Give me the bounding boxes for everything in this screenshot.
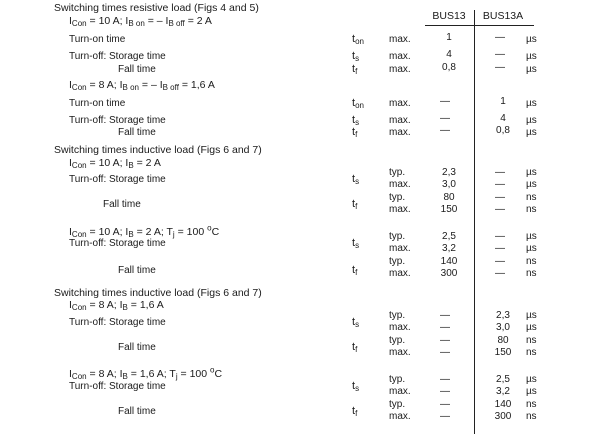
param-label: Fall time: [103, 199, 141, 210]
section-heading: Switching times resistive load (Figs 4 and 5): [54, 2, 259, 14]
section-heading: Switching times inductive load (Figs 6 and 7): [54, 144, 262, 156]
qualifier: max.: [389, 64, 411, 75]
column-divider: [474, 10, 475, 434]
conditions-text: $I_{Con} = 10$ A; $I_B = 2$ A; $T_j = 100$ $^o$C: [69, 223, 220, 239]
qualifier: max.: [389, 411, 411, 422]
qualifier: max.: [389, 115, 411, 126]
qualifier: max.: [389, 204, 411, 215]
param-symbol: $t_s$: [352, 380, 360, 393]
param-symbol: $t_f$: [352, 405, 358, 418]
param-label: Turn-off: Storage time: [69, 238, 166, 249]
value-bus13a: 2,5: [496, 374, 510, 385]
value-bus13: 3,2: [442, 243, 456, 254]
value-bus13: —: [440, 374, 450, 385]
value-bus13a: —: [495, 243, 505, 254]
param-label: Fall time: [118, 127, 156, 138]
qualifier: max.: [389, 322, 411, 333]
value-bus13a: 1: [500, 96, 506, 107]
unit: µs: [526, 322, 537, 333]
value-bus13: 2,5: [442, 231, 456, 242]
value-bus13a: —: [495, 192, 505, 203]
param-label: Fall time: [118, 406, 156, 417]
value-bus13a: —: [495, 167, 505, 178]
test-conditions: [69, 364, 222, 382]
conditions-text: $I_{Con} = 8$ A; $I_B = 1,6$ A: [69, 299, 164, 312]
qualifier: typ.: [389, 192, 406, 203]
unit: ns: [526, 411, 537, 422]
unit: µs: [526, 386, 537, 397]
value-bus13: —: [440, 96, 450, 107]
qualifier: typ.: [389, 374, 406, 385]
param-symbol: $t_f$: [352, 264, 358, 277]
param-label: Turn-off: Storage time: [69, 115, 166, 126]
column-header-bus13: BUS13: [432, 10, 466, 22]
unit: µs: [526, 115, 537, 126]
section-heading: Switching times inductive load (Figs 6 and 7): [54, 287, 262, 299]
test-conditions: [69, 158, 161, 171]
param-symbol: $t_s$: [352, 50, 360, 63]
value-bus13a: 2,3: [496, 310, 510, 321]
qualifier: max.: [389, 243, 411, 254]
param-symbol: $t_s$: [352, 173, 360, 186]
unit: ns: [526, 335, 537, 346]
unit: ns: [526, 347, 537, 358]
value-bus13: 300: [440, 268, 458, 279]
unit: ns: [526, 192, 537, 203]
unit: µs: [526, 374, 537, 385]
conditions-text: $I_{Con} = 10$ A; $I_{B on}$ = – $I_{B off} = 2$ A: [69, 15, 212, 28]
conditions-text: $I_{Con} = 8$ A; $I_B = 1,6$ A; $T_j = 100$ $^o$C: [69, 365, 223, 381]
value-bus13: 1: [446, 32, 452, 43]
conditions-text: $I_{Con} = 10$ A; $I_B = 2$ A: [69, 157, 161, 170]
qualifier: typ.: [389, 335, 406, 346]
param-label: Turn-off: Storage time: [69, 51, 166, 62]
param-label: Turn-on time: [69, 34, 126, 45]
column-header-bus13a: BUS13A: [482, 10, 524, 22]
param-label: Fall time: [118, 265, 156, 276]
value-bus13a: 4: [500, 113, 506, 124]
param-symbol: $t_{on}$: [352, 97, 364, 110]
param-symbol: $t_f$: [352, 63, 358, 76]
qualifier: max.: [389, 51, 411, 62]
value-bus13a: —: [495, 62, 505, 73]
param-label: Turn-off: Storage time: [69, 381, 166, 392]
unit: µs: [526, 243, 537, 254]
param-label: Fall time: [118, 64, 156, 75]
unit: ns: [526, 268, 537, 279]
unit: µs: [526, 167, 537, 178]
unit: µs: [526, 51, 537, 62]
value-bus13a: 0,8: [496, 125, 510, 136]
test-conditions: [69, 80, 215, 93]
value-bus13a: —: [495, 268, 505, 279]
unit: µs: [526, 64, 537, 75]
value-bus13: —: [440, 322, 450, 333]
value-bus13: —: [440, 411, 450, 422]
qualifier: max.: [389, 179, 411, 190]
param-symbol: $t_f$: [352, 126, 358, 139]
unit: µs: [526, 127, 537, 138]
value-bus13: 2,3: [442, 167, 456, 178]
param-label: Turn-off: Storage time: [69, 174, 166, 185]
value-bus13: 150: [440, 204, 458, 215]
param-label: Turn-on time: [69, 98, 126, 109]
value-bus13: 80: [443, 192, 455, 203]
unit: µs: [526, 231, 537, 242]
value-bus13: —: [440, 386, 450, 397]
value-bus13: 0,8: [442, 62, 456, 73]
qualifier: typ.: [389, 167, 406, 178]
unit: µs: [526, 98, 537, 109]
value-bus13a: —: [495, 32, 505, 43]
value-bus13: —: [440, 335, 450, 346]
test-conditions: [69, 16, 212, 29]
qualifier: typ.: [389, 399, 406, 410]
qualifier: max.: [389, 98, 411, 109]
param-symbol: $t_s$: [352, 237, 360, 250]
value-bus13a: 140: [494, 399, 512, 410]
qualifier: max.: [389, 347, 411, 358]
param-label: Fall time: [118, 342, 156, 353]
value-bus13: —: [440, 113, 450, 124]
qualifier: typ.: [389, 310, 406, 321]
value-bus13a: —: [495, 231, 505, 242]
param-symbol: $t_{on}$: [352, 33, 364, 46]
unit: µs: [526, 179, 537, 190]
value-bus13a: 3,2: [496, 386, 510, 397]
value-bus13: 140: [440, 256, 458, 267]
param-label: Turn-off: Storage time: [69, 317, 166, 328]
value-bus13: —: [440, 310, 450, 321]
value-bus13: 3,0: [442, 179, 456, 190]
qualifier: max.: [389, 34, 411, 45]
unit: µs: [526, 34, 537, 45]
value-bus13: —: [440, 125, 450, 136]
value-bus13a: 300: [494, 411, 512, 422]
value-bus13: —: [440, 347, 450, 358]
unit: ns: [526, 204, 537, 215]
param-symbol: $t_s$: [352, 114, 360, 127]
conditions-text: $I_{Con} = 8$ A; $I_{B on}$ = – $I_{B off} = 1,6$ A: [69, 79, 215, 92]
value-bus13a: —: [495, 179, 505, 190]
qualifier: max.: [389, 386, 411, 397]
qualifier: typ.: [389, 231, 406, 242]
unit: ns: [526, 256, 537, 267]
param-symbol: $t_f$: [352, 341, 358, 354]
param-symbol: $t_f$: [352, 198, 358, 211]
value-bus13: —: [440, 399, 450, 410]
header-rule: [425, 25, 534, 26]
unit: ns: [526, 399, 537, 410]
value-bus13a: 150: [494, 347, 512, 358]
qualifier: typ.: [389, 256, 406, 267]
value-bus13: 4: [446, 49, 452, 60]
param-symbol: $t_s$: [352, 316, 360, 329]
unit: µs: [526, 310, 537, 321]
value-bus13a: —: [495, 49, 505, 60]
test-conditions: [69, 300, 164, 313]
qualifier: max.: [389, 268, 411, 279]
test-conditions: [69, 222, 219, 240]
value-bus13a: 3,0: [496, 322, 510, 333]
value-bus13a: —: [495, 204, 505, 215]
value-bus13a: 80: [497, 335, 509, 346]
qualifier: max.: [389, 127, 411, 138]
value-bus13a: —: [495, 256, 505, 267]
